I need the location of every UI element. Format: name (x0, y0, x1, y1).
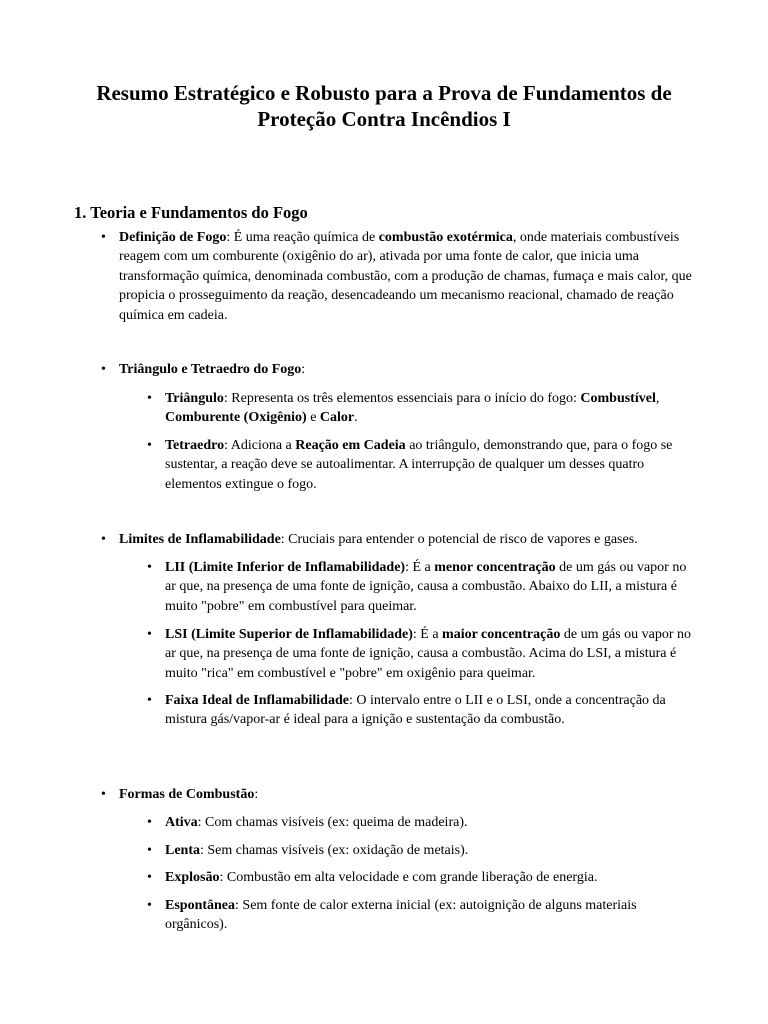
subbullet-tetraedro: • Tetraedro: Adiciona a Reação em Cadeia ao triângulo, demonstrando que, para o fogo se sustentar, a reação deve se autoalimentar. A interrupção de qualquer um desses quatro elementos extingue o fogo. (165, 436, 700, 494)
subbullet-lenta: • Lenta: Sem chamas visíveis (ex: oxidação de metais). (165, 841, 700, 860)
subbullet-triangulo: • Triângulo: Representa os três elementos essenciais para o início do fogo: Combustível, Comburente (Oxigênio) e Calor. (165, 389, 700, 428)
term-definicao-fogo: Definição de Fogo (119, 230, 227, 245)
term-tetraedro: Tetraedro (165, 438, 225, 453)
bullet-formas-combustao: • Formas de Combustão: (119, 785, 699, 804)
bullet-definicao-fogo: • Definição de Fogo: É uma reação química de combustão exotérmica, onde materiais combustíveis reagem com um comburente (oxigênio do ar), ativada por uma fonte de calor, que inicia uma transformação química, denominada combustão, com a produção de chamas, fumaça e mais calor, que propicia o prosseguimento da reação, desencadeando um mecanismo reacional, chamado de reação química em cadeia. (119, 228, 699, 325)
subbullet-explosao: • Explosão: Combustão em alta velocidade e com grande liberação de energia. (165, 868, 700, 887)
term-espontanea: Espontânea (165, 898, 236, 913)
term-limites: Limites de Inflamabilidade (119, 532, 281, 547)
bullet-triangulo-tetraedro: • Triângulo e Tetraedro do Fogo: (119, 360, 699, 379)
term-ativa: Ativa (165, 815, 198, 830)
term-formas: Formas de Combustão (119, 787, 255, 802)
subbullet-lsi: • LSI (Limite Superior de Inflamabilidade): É a maior concentração de um gás ou vapor no ar que, na presença de uma fonte de ignição, causa a combustão. Acima do LSI, a mistura é muito "rica" em combustível e "pobre" em oxigênio para queimar. (165, 625, 700, 683)
subbullet-faixa-ideal: • Faixa Ideal de Inflamabilidade: O intervalo entre o LII e o LSI, onde a concentração da mistura gás/vapor-ar é ideal para a ignição e sustentação da combustão. (165, 691, 700, 730)
document-title: Resumo Estratégico e Robusto para a Prova de Fundamentos de Proteção Contra Incêndios I (96, 81, 672, 131)
term-faixa-ideal: Faixa Ideal de Inflamabilidade (165, 693, 349, 708)
subbullet-ativa: • Ativa: Com chamas visíveis (ex: queima de madeira). (165, 813, 700, 832)
term-explosao: Explosão (165, 870, 220, 885)
section-heading: 1. Teoria e Fundamentos do Fogo (74, 203, 308, 222)
term-lenta: Lenta (165, 843, 200, 858)
subbullet-lii: • LII (Limite Inferior de Inflamabilidade): É a menor concentração de um gás ou vapor no ar que, na presença de uma fonte de ignição, causa a combustão. Abaixo do LII, a mistura é muito "pobre" em combustível para queimar. (165, 558, 700, 616)
term-triangulo-tetraedro: Triângulo e Tetraedro do Fogo (119, 362, 302, 377)
bullet-limites-inflamabilidade: • Limites de Inflamabilidade: Cruciais para entender o potencial de risco de vapores e gases. (119, 530, 699, 549)
term-lii: LII (Limite Inferior de Inflamabilidade) (165, 560, 406, 575)
term-triangulo: Triângulo (165, 391, 224, 406)
subbullet-espontanea: • Espontânea: Sem fonte de calor externa inicial (ex: autoignição de alguns materiais orgânicos). (165, 896, 700, 935)
term-lsi: LSI (Limite Superior de Inflamabilidade) (165, 627, 413, 642)
